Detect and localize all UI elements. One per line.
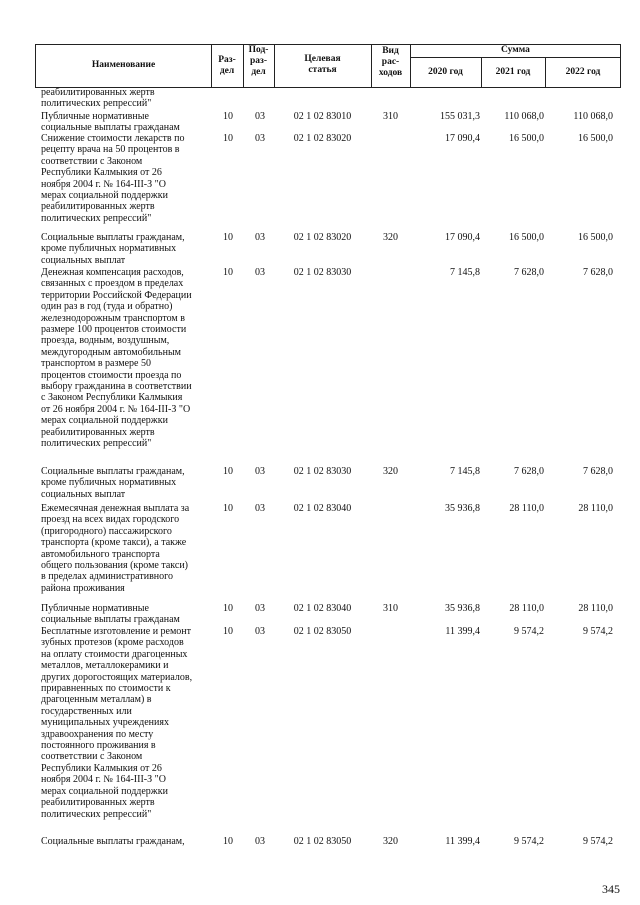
row-2020: 7 145,8 bbox=[450, 267, 480, 278]
row-subsection: 03 bbox=[255, 603, 265, 614]
row-2021: 16 500,0 bbox=[509, 232, 544, 243]
row-2021: 9 574,2 bbox=[514, 836, 544, 847]
header-2020: 2020 год bbox=[428, 67, 463, 77]
continuation-name: реабилитированных жертв политических репрессий" bbox=[41, 87, 155, 110]
row-name: Социальные выплаты гражданам, кроме публичных нормативных социальных выплат bbox=[41, 232, 185, 266]
row-subsection: 03 bbox=[255, 836, 265, 847]
header-divider bbox=[410, 57, 621, 58]
row-2022: 28 110,0 bbox=[578, 503, 613, 514]
header-expense-type: Вид рас- ходов bbox=[378, 46, 403, 78]
row-target: 02 1 02 83020 bbox=[293, 133, 352, 144]
header-section: Раз- дел bbox=[218, 55, 236, 76]
header-2021: 2021 год bbox=[495, 67, 531, 77]
row-name: Социальные выплаты гражданам, bbox=[41, 836, 185, 847]
row-target: 02 1 02 83010 bbox=[293, 111, 352, 122]
row-section: 10 bbox=[223, 836, 233, 847]
row-section: 10 bbox=[223, 111, 233, 122]
row-name: Снижение стоимости лекарств по рецепту врача на 50 процентов в соответствии с Законом Республики Калмыкия от 26 ноября 2004 г. № 164-III-З "О мерах социальной поддержки реабилитированных жертв политических репрессий" bbox=[41, 133, 185, 224]
row-2021: 110 068,0 bbox=[504, 111, 544, 122]
row-section: 10 bbox=[223, 133, 233, 144]
row-subsection: 03 bbox=[255, 133, 265, 144]
row-target: 02 1 02 83040 bbox=[293, 603, 352, 614]
row-2020: 17 090,4 bbox=[445, 133, 480, 144]
row-name: Денежная компенсация расходов, связанных с проездом в пределах территории Российской Федерации один раз в год (туда и обратно) железнодорожным транспортом в размере 100 процентов стоимости проезда, водным, воздушным, междугородным автомобильным транспортом в размере 50 процентов стоимости проезда по выбору гражданина в соответствии с Законом Республики Калмыкия от 26 ноября 2004 г. № 164-III-З "О мерах социальной поддержки реабилитированных жертв политических репрессий" bbox=[41, 267, 192, 450]
header-name: Наименование bbox=[91, 60, 156, 70]
row-name: Социальные выплаты гражданам, кроме публичных нормативных социальных выплат bbox=[41, 466, 185, 500]
row-expense-type: 310 bbox=[383, 603, 398, 614]
row-2021: 28 110,0 bbox=[509, 503, 544, 514]
row-2020: 11 399,4 bbox=[445, 626, 480, 637]
row-section: 10 bbox=[223, 603, 233, 614]
row-2022: 7 628,0 bbox=[583, 267, 613, 278]
header-2022: 2022 год bbox=[565, 67, 601, 77]
row-2020: 11 399,4 bbox=[445, 836, 480, 847]
row-target: 02 1 02 83030 bbox=[293, 267, 352, 278]
row-subsection: 03 bbox=[255, 466, 265, 477]
row-name: Бесплатные изготовление и ремонт зубных протезов (кроме расходов на оплату стоимости драгоценных металлов, металлокерамики и других дорогостоящих материалов, приравненных по стоимости к драгоценным металлам) в государственных или муниципальных учреждениях здравоохранения по месту постоянного проживания в соответствии с Законом Республики Калмыкия от 26 ноября 2004 г. № 164-III-З "О мерах социальной поддержки реабилитированных жертв политических репрессий" bbox=[41, 626, 193, 820]
row-2022: 110 068,0 bbox=[573, 111, 613, 122]
row-subsection: 03 bbox=[255, 267, 265, 278]
row-2022: 16 500,0 bbox=[578, 232, 613, 243]
row-2021: 28 110,0 bbox=[509, 603, 544, 614]
row-section: 10 bbox=[223, 232, 233, 243]
row-subsection: 03 bbox=[255, 503, 265, 514]
row-2020: 17 090,4 bbox=[445, 232, 480, 243]
row-expense-type: 320 bbox=[383, 232, 398, 243]
row-target: 02 1 02 83040 bbox=[293, 503, 352, 514]
row-2020: 155 031,3 bbox=[440, 111, 480, 122]
row-expense-type: 310 bbox=[383, 111, 398, 122]
row-name: Публичные нормативные социальные выплаты гражданам bbox=[41, 603, 180, 626]
page-number: 345 bbox=[602, 882, 620, 896]
row-2021: 7 628,0 bbox=[514, 466, 544, 477]
header-sum: Сумма bbox=[501, 45, 530, 55]
row-target: 02 1 02 83030 bbox=[293, 466, 352, 477]
row-section: 10 bbox=[223, 466, 233, 477]
row-2021: 9 574,2 bbox=[514, 626, 544, 637]
row-target: 02 1 02 83050 bbox=[293, 836, 352, 847]
header-target: Целевая статья bbox=[304, 54, 341, 75]
row-2020: 35 936,8 bbox=[445, 603, 480, 614]
row-2022: 28 110,0 bbox=[578, 603, 613, 614]
row-expense-type: 320 bbox=[383, 466, 398, 477]
row-target: 02 1 02 83050 bbox=[293, 626, 352, 637]
row-2021: 7 628,0 bbox=[514, 267, 544, 278]
row-subsection: 03 bbox=[255, 232, 265, 243]
row-2020: 35 936,8 bbox=[445, 503, 480, 514]
row-name: Публичные нормативные социальные выплаты гражданам bbox=[41, 111, 180, 134]
row-target: 02 1 02 83020 bbox=[293, 232, 352, 243]
row-subsection: 03 bbox=[255, 626, 265, 637]
row-2022: 9 574,2 bbox=[583, 836, 613, 847]
row-2022: 7 628,0 bbox=[583, 466, 613, 477]
row-2021: 16 500,0 bbox=[509, 133, 544, 144]
row-2020: 7 145,8 bbox=[450, 466, 480, 477]
header-subsection: Под- раз- дел bbox=[248, 45, 269, 77]
row-2022: 16 500,0 bbox=[578, 133, 613, 144]
row-name: Ежемесячная денежная выплата за проезд на всех видах городского (пригородного) пассажирского транспорта (кроме такси), а также автомобильного транспорта общего пользования (кроме такси) в пределах административного района проживания bbox=[41, 503, 190, 594]
row-2022: 9 574,2 bbox=[583, 626, 613, 637]
row-expense-type: 320 bbox=[383, 836, 398, 847]
row-section: 10 bbox=[223, 267, 233, 278]
row-subsection: 03 bbox=[255, 111, 265, 122]
row-section: 10 bbox=[223, 626, 233, 637]
row-section: 10 bbox=[223, 503, 233, 514]
